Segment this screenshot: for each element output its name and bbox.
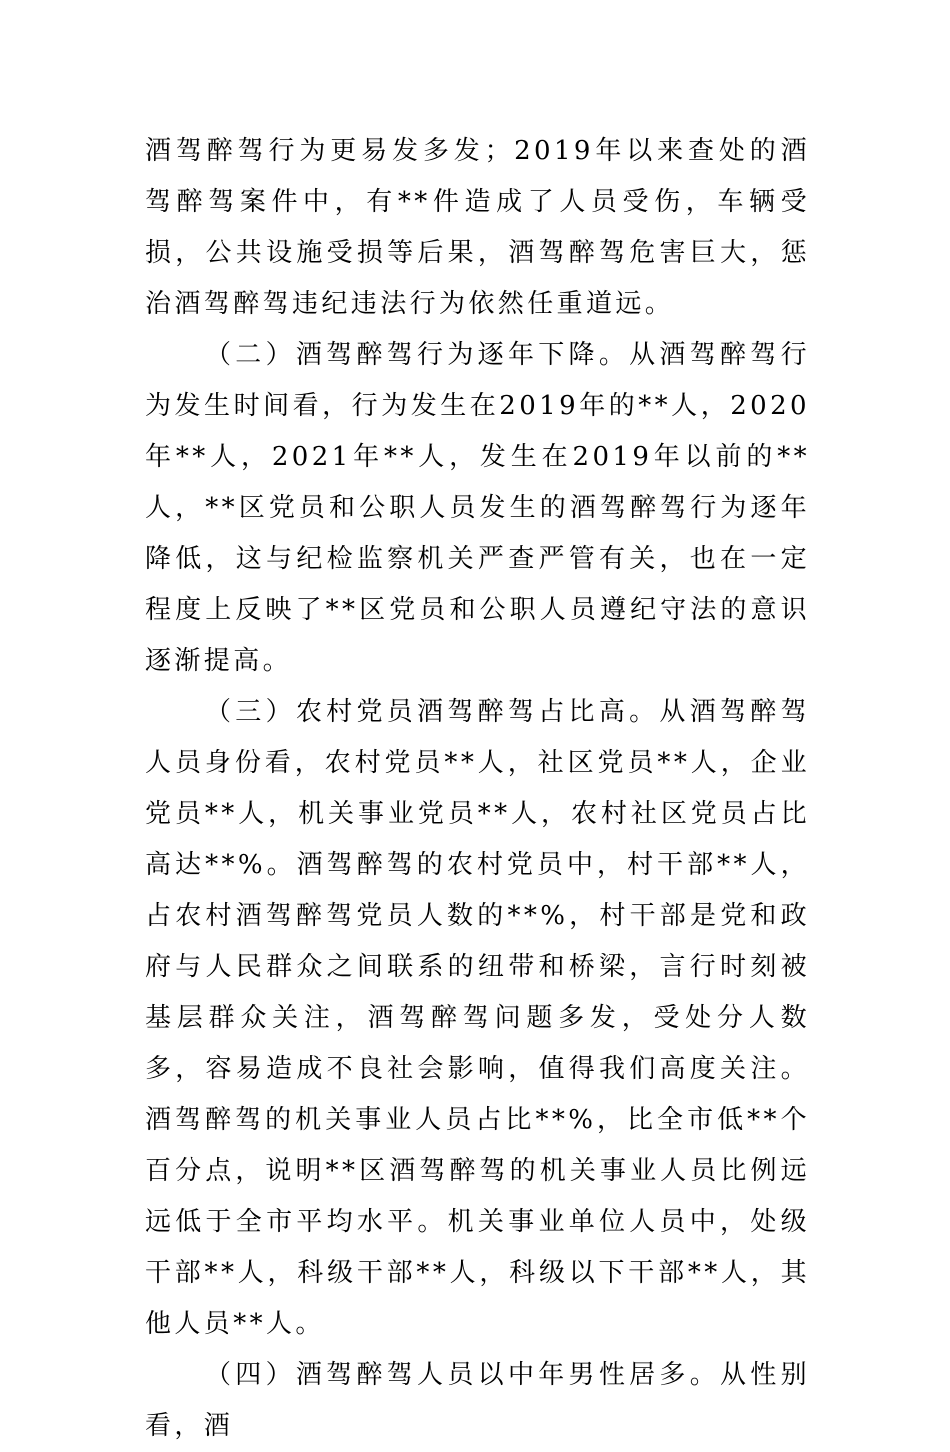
paragraph-section-3: （三）农村党员酒驾醉驾占比高。从酒驾醉驾人员身份看，农村党员**人，社区党员**人，企业党员**人，机关事业党员**人，农村社区党员占比高达**%。酒驾醉驾的农村党员中，村干部**人，占农村酒驾醉驾党员人数的**%，村干部是党和政府与人民群众之间联系的纽带和桥梁，言行时刻被基层群众关注，酒驾醉驾问题多发，受处分人数多，容易造成不良社会影响，值得我们高度关注。酒驾醉驾的机关事业人员占比**%，比全市低**个百分点，说明**区酒驾醉驾的机关事业人员比例远远低于全市平均水平。机关事业单位人员中，处级干部**人，科级干部**人，科级以下干部**人，其他人员**人。: [145, 697, 810, 1339]
document-body: [145, 126, 810, 1452]
paragraph-section-4: （四）酒驾醉驾人员以中年男性居多。从性别看，酒: [145, 1360, 810, 1441]
paragraph-section-2: （二）酒驾醉驾行为逐年下降。从酒驾醉驾行为发生时间看，行为发生在2019年的**人，2020年**人，2021年**人，发生在2019年以前的**人，**区党员和公职人员发生的酒驾醉驾行为逐年降低，这与纪检监察机关严查严管有关，也在一定程度上反映了**区党员和公职人员遵纪守法的意识逐渐提高。: [145, 340, 810, 676]
paragraph-continuation: 酒驾醉驾行为更易发多发；2019年以来查处的酒驾醉驾案件中，有**件造成了人员受伤，车辆受损，公共设施受损等后果，酒驾醉驾危害巨大，惩治酒驾醉驾违纪违法行为依然任重道远。: [145, 136, 810, 319]
